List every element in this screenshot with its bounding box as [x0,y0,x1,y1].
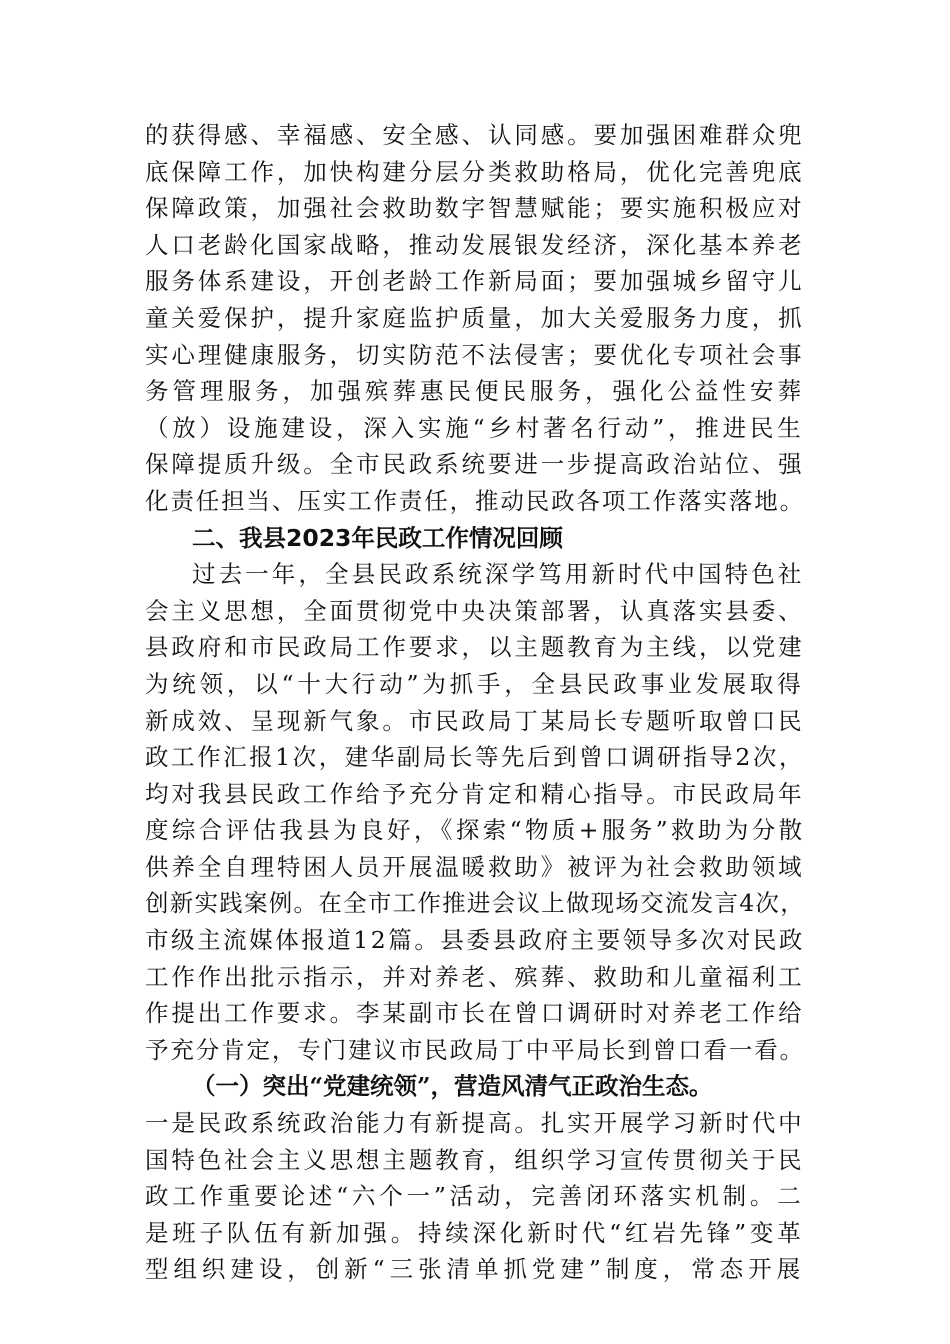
text-line: 政工作汇报1次，建华副局长等先后到曾口调研指导2次， [145,743,805,772]
text-line: 县政府和市民政局工作要求，以主题教育为主线，以党建 [145,633,805,662]
text-line: 供养全自理特困人员开展温暖救助》被评为社会救助领域 [145,852,805,881]
text-line: 底保障工作，加快构建分层分类救助格局，优化完善兜底 [145,157,805,186]
text-line: 化责任担当、压实工作责任，推动民政各项工作落实落地。 [145,486,805,515]
text-line: 予充分肯定，专门建议市民政局丁中平局长到曾口看一看。 [145,1035,805,1064]
text-line: 保障政策，加强社会救助数字智慧赋能；要实施积极应对 [145,194,805,223]
text-line: 工作作出批示指示，并对养老、殡葬、救助和儿童福利工 [145,962,805,991]
text-line: 度综合评估我县为良好，《探索“物质+服务”救助为分散 [145,816,806,845]
text-line: （放）设施建设，深入实施“乡村著名行动”，推进民生 [145,413,805,442]
text-line: 服务体系建设，开创老龄工作新局面；要加强城乡留守儿 [145,267,805,296]
text-line: 为统领，以“十大行动”为抓手，全县民政事业发展取得 [145,669,805,698]
text-line: 均对我县民政工作给予充分肯定和精心指导。市民政局年 [145,779,805,808]
text-line: 会主义思想，全面贯彻党中央决策部署，认真落实县委、 [145,596,805,625]
subsection-heading: （一）突出“党建统领”，营造风清气正政治生态。 [192,1072,713,1101]
text-line: 新成效、呈现新气象。市民政局丁某局长专题听取曾口民 [145,706,805,735]
text-line: 务管理服务，加强殡葬惠民便民服务，强化公益性安葬 [145,377,805,406]
text-line: 是班子队伍有新加强。持续深化新时代“红岩先锋”变革 [145,1218,805,1247]
text-line: 保障提质升级。全市民政系统要进一步提高政治站位、强 [145,450,805,479]
text-line: 市级主流媒体报道12篇。县委县政府主要领导多次对民政 [145,926,805,955]
text-line: 国特色社会主义思想主题教育，组织学习宣传贯彻关于民 [145,1145,805,1174]
document-body [145,117,805,1288]
text-line: 过去一年，全县民政系统深学笃用新时代中国特色社 [192,560,805,589]
text-line: 一是民政系统政治能力有新提高。扎实开展学习新时代中 [145,1109,805,1138]
text-line: 人口老龄化国家战略，推动发展银发经济，深化基本养老 [145,230,805,259]
section-heading: 二、我县2023年民政工作情况回顾 [192,523,563,552]
text-line: 政工作重要论述“六个一”活动，完善闭环落实机制。二 [145,1182,805,1211]
text-line: 型组织建设，创新“三张清单抓党建”制度，常态开展 [145,1255,806,1284]
text-line: 实心理健康服务，切实防范不法侵害；要优化专项社会事 [145,340,805,369]
text-line: 作提出工作要求。李某副市长在曾口调研时对养老工作给 [145,999,805,1028]
text-line: 的获得感、幸福感、安全感、认同感。要加强困难群众兜 [145,121,805,149]
text-line: 童关爱保护，提升家庭监护质量，加大关爱服务力度，抓 [145,303,805,332]
text-line: 创新实践案例。在全市工作推进会议上做现场交流发言4次， [145,889,805,918]
